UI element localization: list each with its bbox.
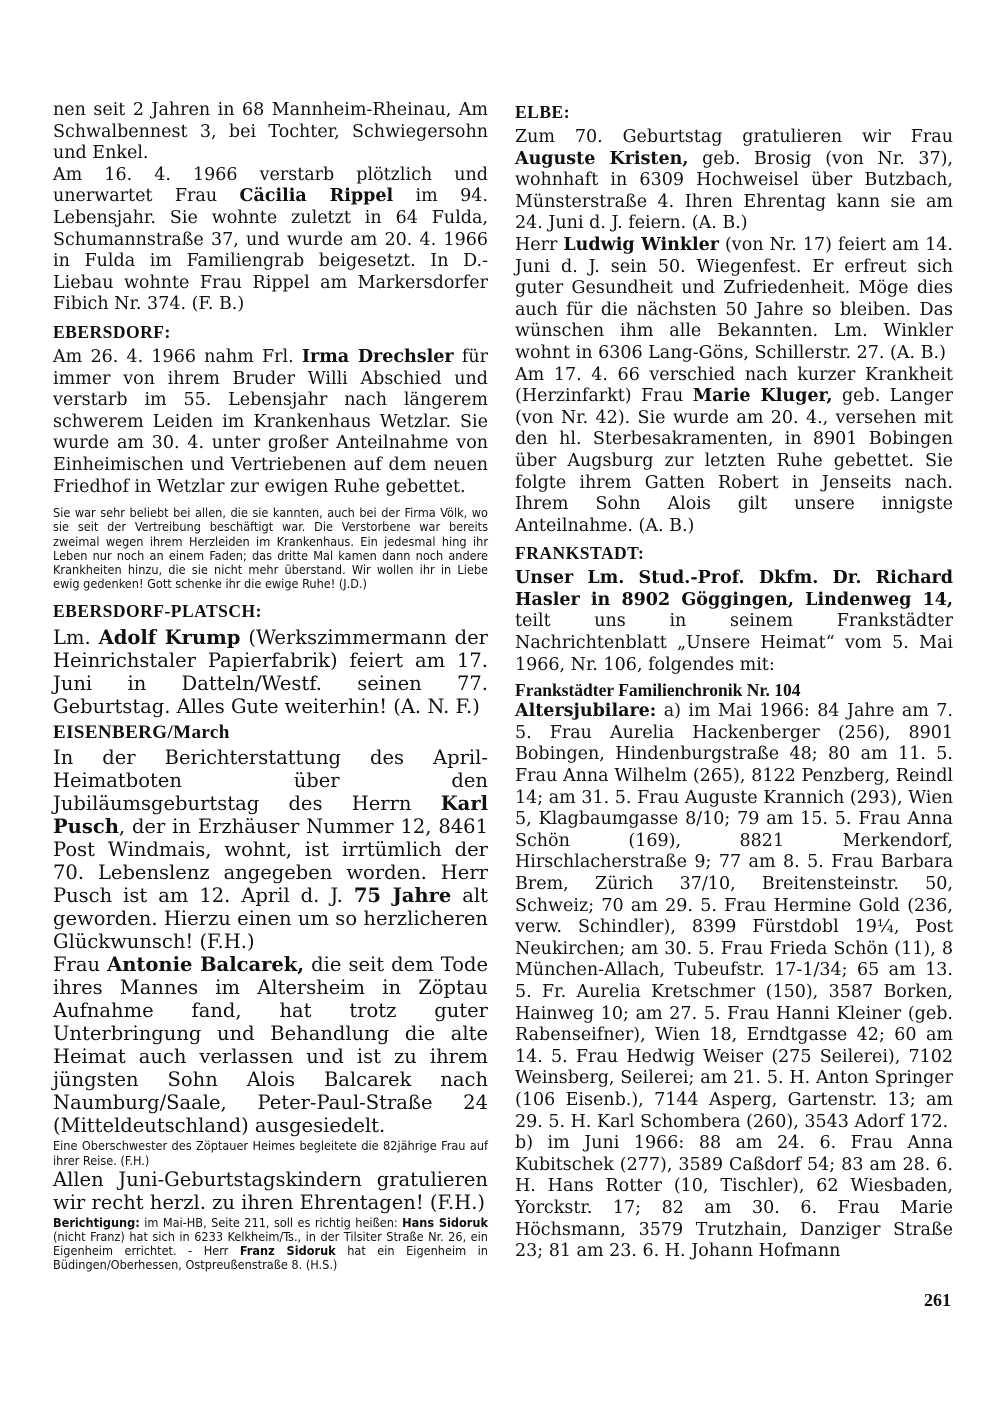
page-number: 261 [924,1290,951,1310]
text: In der Berichterstattung des April-Heimatboten über den Jubiläumsgeburtstag des Herrn [53,746,488,816]
correction-label: Berichtigung: [53,1214,140,1230]
text: im 94. Lebensjahr. Sie wohnte zuletzt in 64 Fulda, Schumannstraße 37, und wurde am 20. 4. 1966 in Fulda im Familiengrab beigesetzt. In D.-Liebau wohnte Frau Rippel am Markersdorfer Fibich Nr. 374. (F. B.) [53,186,488,315]
person-name: Franz Sidoruk [239,1243,336,1259]
text: , der in Erzhäuser Nummer 12, 8461 Post Windmais, wohnt, ist irrtümlich der 70. Lebenslenz angegeben worden. Herr Pusch ist am 12. April d. J. [53,815,488,908]
person-name: Hans Sidoruk [402,1214,488,1230]
paragraph: b) im Juni 1966: 88 am 24. 6. Frau Anna Kubitschek (277), 3589 Caßdorf 54; 83 am 28. 6. H. Hans Rotter (10, Tischler), 62 Wiesbaden, Yorckstr. 17; 82 am 30. 6. Frau Marie Höchsmann, 3579 Trutzhain, Danziger Straße 23; 81 am 23. 6. H. Johann Hofmann [515,1133,953,1262]
text: im Mai-HB, Seite 211, soll es richtig heißen: [139,1214,403,1230]
text: Am 16. 4. 1966 verstarb plötzlich und unerwartet Frau [53,164,488,207]
section-heading-ebersdorf: EBERSDORF: [53,321,171,342]
bold-text: 75 Jahre [353,884,452,908]
text: Zum 70. Geburtstag gratulieren wir Frau [515,127,953,147]
bold-text: Unser Lm. Stud.-Prof. Dkfm. Dr. Richard Hasler in 8902 Göggingen, Lindenweg 14, [515,568,953,610]
paragraph [515,365,953,538]
person-name: Karl Pusch [53,792,488,839]
text: Lm. [53,626,99,650]
text: (von Nr. 17) feiert am 14. Juni d. J. sein 50. Wiegenfest. Er erfreut sich guter Gesundheit und Zufriedenheit. Möge dies auch für die nächsten 50 Jahre so bleiben. Das wünschen ihm alle Bekannten. Lm. Winkler wohnt in 6306 Lang-Göns, Schillerstr. 27. (A. B.) [515,234,953,363]
subheading-family-chronicle: Frankstädter Familienchronik Nr. 104 [515,680,801,701]
text: hat ein Eigenheim in Büdingen/Oberhessen, Ostpreußenstraße 8. (H.S.) [53,1243,488,1273]
paragraph [515,568,953,676]
small-print-paragraph: Sie war sehr beliebt bei allen, die sie kannten, auch bei der Firma Völk, wo sie seit der Vertreibung beschäftigt war. Die Verstorbene war bereits zweimal wegen ihrem Herzleiden im Krankenhaus. Ein jedesmal hing ihr Leben nur noch an einem Faden; das dritte Mal kamen dann noch andere Krankheiten hinzu, die sie nicht mehr überstand. Wir wollen ihr in Liebe ewig gedenken! Gott schenke ihr die ewige Ruhe! (J.D.) [53,505,488,592]
text: (nicht Franz) hat sich in 6233 Kelkheim/Ts., in der Tilsiter Straße Nr. 26, ein Eigenheim errichtet. - Herr [53,1228,488,1259]
person-name: Ludwig Winkler [563,234,719,255]
person-name: Marie Kluger, [692,386,833,407]
text: die seit dem Tode ihres Mannes im Altersheim in Zöptau Aufnahme fand, hat trotz guter Unterbringung und Behandlung die alte Heimat auch verlassen und ist zu ihrem jüngsten Sohn Alois Balcarek nach Naumburg/Saale, Peter-Paul-Straße 24 (Mitteldeutschland) ausgesiedelt. [53,953,488,1138]
paragraph [53,953,488,1137]
paragraph [515,701,953,1133]
text: Am 26. 4. 1966 nahm Frl. [53,346,302,367]
paragraph [53,165,488,316]
person-name: Adolf Krump [98,626,241,650]
text: alt geworden. Hierzu einen um so herzlicheren Glückwunsch! (F.H.) [53,884,488,954]
text: Herr [515,234,564,255]
text: a) im Mai 1966: 84 Jahre am 7. 5. Frau Aurelia Hackenberger (256), 8901 Bobingen, Hindenburgstraße 48; 80 am 11. 5. Frau Anna Wilhelm (265), 8122 Penzberg, Reindl 14; am 31. 5. Frau Auguste Krannich (293), Wien 5, Klagbaumgasse 8/10; 79 am 15. 5. Frau Anna Schön (169), 8821 Merkendorf, Hirschlacherstraße 9; 77 am 8. 5. Frau Barbara Brem, Zürich 37/10, Breitensteinstr. 50, Schweiz; 70 am 29. 5. Frau Hermine Gold (236, verw. Schindler), 8399 Fürstdobl 19¼, Post Neukirchen; am 30. 5. Frau Frieda Schön (11), 8 München-Allach, Tubeufstr. 17-1/34; 65 am 13. 5. Fr. Aurelia Kretschmer (150), 3587 Borken, Hainweg 10; am 27. 5. Frau Hanni Kleiner (geb. Rabenseifner), Wien 18, Erndtgasse 42; 60 am 14. 5. Frau Hedwig Weiser (275 Seilerei), 7102 Weinsberg, Seilerei; am 21. 5. H. Anton Springer (106 Eisenb.), 7144 Asperg, Gartenstr. 13; am 29. 5. H. Karl Schombera (260), 3543 Adorf 172. [515,701,953,1132]
paragraph: Allen Juni-Geburtstagskindern gratulieren wir recht herzl. zu ihren Ehrentagen! (F.H.) [53,1167,488,1214]
person-name: Auguste Kristen, [515,148,689,169]
paragraph [53,746,488,953]
text: geb. Brosig (von Nr. 37), wohnhaft in 6309 Hochweisel über Butzbach, Münsterstraße 4. Ihren Ehrentag kann sie am 24. Juni d. J. feiern. (A. B.) [515,148,953,234]
small-print-paragraph: Eine Oberschwester des Zöptauer Heimes begleitete die 82jährige Frau auf ihrer Reise. (F.H.) [53,1138,488,1168]
section-heading-elbe: ELBE: [515,102,571,122]
text: geb. Langer (von Nr. 42). Sie wurde am 20. 4., versehen mit den hl. Sterbesakramenten, in 8901 Bobingen über Augsburg zur letzten Ruhe gebettet. Sie folgte ihrem Gatten Robert in Jenseits nach. Ihrem Sohn Alois gilt unsere innigste Anteilnahme. (A. B.) [515,386,954,536]
person-name: Cäcilia Rippel [239,186,394,207]
left-column [53,100,488,1273]
bold-label: Altersjubilare: [515,701,657,722]
text: teilt uns in seinem Frankstädter Nachrichtenblatt „Unsere Heimat“ vom 5. Mai 1966, Nr. 106, folgendes mit: [515,611,953,675]
person-name: Irma Drechsler [301,346,454,367]
paragraph [53,347,488,498]
section-heading-ebersdorf-platsch: EBERSDORF-PLATSCH: [53,601,262,622]
text: Am 17. 4. 66 verschied nach kurzer Krankheit (Herzinfarkt) Frau [515,364,953,407]
section-heading-frankstadt: FRANKSTADT: [515,543,645,564]
paragraph: nen seit 2 Jahren in 68 Mannheim-Rheinau, Am Schwalbennest 3, bei Tochter, Schwiegersohn und Enkel. [53,100,488,164]
paragraph [515,235,953,365]
paragraph [515,127,953,235]
text: für immer von ihrem Bruder Willi Abschied und verstarb im 55. Lebensjahr nach längerem schwerem Leiden im Krankenhaus Wetzlar. Sie wurde am 30. 4. unter großer Anteilnahme von Einheimischen und Vertriebenen auf dem neuen Friedhof in Wetzlar zur ewigen Ruhe gebettet. [53,346,488,497]
person-name: Antonie Balcarek, [107,953,305,977]
right-column [515,100,953,1263]
section-heading-eisenberg: EISENBERG/March [53,722,230,744]
paragraph [53,626,488,718]
text: Frau [53,953,108,977]
text: (Werkszimmermann der Heinrichstaler Papierfabrik) feiert am 17. Juni in Datteln/Westf. seinen 77. Geburtstag. Alles Gute weiterhin! (A. N. F.) [53,626,489,719]
correction-notice [53,1216,488,1273]
